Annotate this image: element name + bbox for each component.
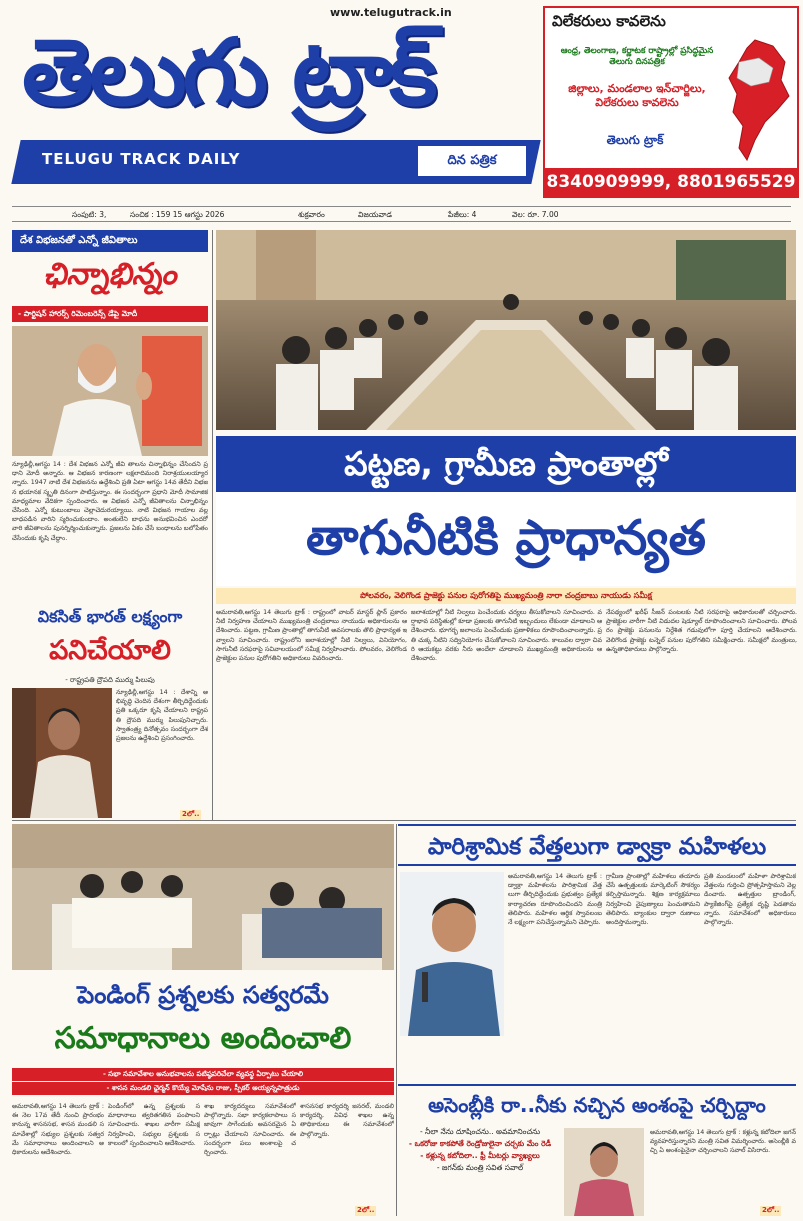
minister-savitha-photo: [564, 1128, 644, 1216]
assembly-challenge-body: అమరావతి,ఆగస్టు 14 తెలుగు ట్రాక్ : కళ్లున్న కబోదిలా జగన్ వ్యవహరిస్తున్నారని మంత్రి సవిత విమర్శించారు. అసెంబ్లీకి వచ్చి ఏ అంశంపైనైనా చర్చించాలని సవాల్ విసిరారు.: [650, 1129, 796, 1155]
ad-line2: ఆంధ్ర, తెలంగాణ, కర్ణాటక రాష్ట్రాల్లో ప్రసిద్ధమైన తెలుగు దినపత్రిక: [560, 46, 714, 67]
volume: సంపుటి: 3,: [72, 210, 107, 219]
assembly-meeting-photo: [12, 824, 394, 970]
dwcra-story-col3: ప్రతి మండలంలో మహిళా పారిశ్రామిక వేత్తలను గుర్తించి ప్రోత్సహిస్తామని వెల్లడించారు. ఉత్పత్తుల బ్రాండింగ్, ప్యాకేజింగ్‌పై ప్రత్యేక దృష్టి పెడతామన్నారు. సమావేశంలో అధికారులు పాల్గొన్నారు.: [704, 873, 796, 927]
assembly-challenge-headline[interactable]: అసెంబ్లీకి రా..నీకు నచ్చిన అంశంపై చర్చిద్దాం: [398, 1084, 796, 1122]
page-count: పేజీలు: 4: [448, 210, 477, 219]
bullet-item: - ఒకరోజు కాకపోతే రెండ్రోజులైనా చర్చకు మేం రెడీ: [408, 1139, 552, 1148]
bullet-item: - నీలా నేను దూషించను.. అవమానించను: [419, 1127, 541, 1136]
assembly-story-sub2: - శాసన మండలి ఛైర్మన్ కొయ్యే మోషేను రాజు, స్పీకర్ అయ్యన్నపాత్రుడు: [12, 1082, 394, 1095]
assembly-story-col4: శాసనసభ కార్యదర్శి జనరల్, మండలి కార్యదర్శి, వివిధ శాఖల ఉన్నతాధికారులు ఈ సమావేశంలో పాల్గొన్నారు.: [300, 1103, 394, 1138]
assembly-continued-marker[interactable]: 2లో..: [357, 1206, 375, 1214]
partition-story-tag: దేశ విభజనతో ఎన్నో జీవితాలు: [12, 230, 208, 252]
masthead-subtitle: దిన పత్రిక: [418, 146, 526, 176]
president-photo: [12, 688, 112, 818]
president-story-title1[interactable]: వికసిత్ భారత్ లక్ష్యంగా: [37, 607, 183, 626]
main-story-col3: నేపథ్యంలో ఖరీఫ్ సీజన్ పంటలకు నీటి సరఫరాపై అధికారులతో చర్చించారు. ప్రాజెక్టుల వారీగా నీటి విడుదల షెడ్యూల్ రూపొందించాలని సూచించారు. పోలవరం ప్రాజెక్టు పనులను నిర్దేశిత గడువులోగా పూర్తి చేయాలని ఆదేశించారు. వెలిగొండ ప్రాజెక్టు టన్నెల్ పనుల పురోగతిని సమీక్షించారు. సమీక్షలో మంత్రులు, ఉన్నతాధికారులు పాల్గొన్నారు.: [606, 609, 797, 653]
ad-brand: తెలుగు ట్రాక్: [606, 133, 664, 147]
issue: సంచిక : 159 15 ఆగస్టు 2026: [130, 210, 225, 219]
main-headline-line1[interactable]: పట్టణ, గ్రామీణ ప్రాంతాల్లో: [344, 444, 668, 483]
bullet-item: - కళ్లున్న కబోదిలా.. ఫ్రీ మీటర్లు వ్యాఖ్యలు: [420, 1151, 540, 1160]
cm-review-meeting-photo: [216, 230, 796, 430]
main-subhead: పోలవరం, వెలిగొండ ప్రాజెక్టు పనుల పురోగతిపై ముఖ్యమంత్రి నారా చంద్రబాబు నాయుడు సమీక్ష: [216, 588, 796, 604]
challenge-bullets: [400, 1126, 560, 1216]
city: విజయవాడ: [358, 210, 392, 219]
president-story-body: న్యూఢిల్లీ,ఆగస్టు 14 : దేశాన్ని అభివృద్ధి చెందిన దేశంగా తీర్చిదిద్దేందుకు ప్రతి ఒక్కరూ కృషి చేయాలని రాష్ట్రపతి ద్రౌపది ముర్ము పిలుపునిచ్చారు. స్వాతంత్ర్య దినోత్సవం సందర్భంగా దేశ ప్రజలను ఉద్దేశించి ప్రసంగించారు.: [116, 689, 208, 743]
column-divider: [396, 824, 397, 1216]
partition-story-subtitle: - పార్టిషన్ హారర్స్ రిమెంబరెన్స్ డేపై మోదీ: [12, 306, 208, 322]
assembly-story-col3: శాఖ కార్యదర్శులు సమావేశంలో పాల్గొన్నారు. సభా కార్యకలాపాలు సజావుగా సాగేందుకు అవసరమైన ఏర్పాట్లు చేయాలని సూచించారు. ఈ సందర్భంగా పలు అంశాలపై చర్చించారు.: [204, 1103, 296, 1157]
dwcra-story-col1: అమరావతి,ఆగస్టు 14 తెలుగు ట్రాక్ : డ్వాక్రా మహిళలను పారిశ్రామిక వేత్తలుగా తీర్చిదిద్దేందుకు ప్రభుత్వం ప్రత్యేక కార్యాచరణ రూపొందించిందని మంత్రి తెలిపారు. మహిళల ఆర్థిక స్వావలంబనే లక్ష్యంగా పనిచేస్తున్నామని చెప్పారు.: [508, 873, 602, 927]
weekday: శుక్రవారం: [298, 210, 325, 219]
section-divider: [12, 820, 796, 821]
modi-photo: [12, 326, 208, 456]
dwcra-story-col2: గ్రామీణ ప్రాంతాల్లో మహిళలు తయారు చేసే ఉత్పత్తులకు మార్కెటింగ్ సౌకర్యం కల్పిస్తామన్నారు. శిక్షణ కార్యక్రమాలు నిర్వహించి నైపుణ్యాలు పెంచుతామని తెలిపారు. బ్యాంకుల ద్వారా రుణాలు అందిస్తామన్నారు.: [606, 873, 700, 927]
continued-marker[interactable]: 2లో..: [182, 810, 200, 818]
assembly-story-sub1: - సభా సమావేశాల అనుభవాలను పటిష్ఠపరిచేలా వ్యవస్థ ఏర్పాటు చేయాలి: [12, 1068, 394, 1081]
president-story-subtitle: - రాష్ట్రపతి ద్రౌపది ముర్ము పిలుపు: [65, 676, 155, 684]
site-url[interactable]: www.telugutrack.in: [330, 6, 452, 19]
challenge-continued-marker[interactable]: 2లో..: [762, 1206, 780, 1214]
minister-speaking-photo: [400, 872, 504, 1036]
reporters-wanted-ad: [543, 6, 799, 198]
dwcra-story-headline[interactable]: పారిశ్రామిక వేత్తలుగా డ్వాక్రా మహిళలు: [398, 824, 796, 866]
date-strip: [12, 206, 791, 222]
state-map-icon: [725, 36, 793, 166]
ad-headline: విలేకరులు కావలెను: [552, 12, 666, 30]
main-story-col2: జలాశయాల్లో నీటి నిల్వలు పెంచేందుకు చర్యలు తీసుకోవాలని సూచించారు. వర్షాభావ పరిస్థితుల్లో కూడా ప్రజలకు తాగునీటి ఇబ్బందులు లేకుండా చూడాలని ఆదేశించారు. భూగర్భ జలాలను పెంచేందుకు ప్రణాళికలు రూపొందించాలన్నారు. ప్రతి చుక్క నీటిని సద్వినియోగం చేసుకోవాలని సూచించారు. కాలువల ద్వారా చివరి ఆయకట్టు వరకు నీరు అందేలా చూడాలని ముఖ్యమంత్రి అధికారులను ఆదేశించారు.: [411, 609, 602, 663]
main-headline-line2[interactable]: తాగునీటికి ప్రాధాన్యత: [306, 510, 706, 566]
ad-phone-number[interactable]: 8340909999, 8801965529: [545, 168, 797, 196]
assembly-story-col2: పెండింగ్‌లో ఉన్న ప్రశ్నలకు సమాధానాలు త్వరితగతిన పంపాలని సూచించారు. శాఖల వారీగా సమీక్ష నిర్వహించి, సభ్యుల ప్రశ్నలకు సకాలంలో స్పందించాలని ఆదేశించారు.: [108, 1103, 200, 1147]
main-story-col1: అమరావతి,ఆగస్టు 14 తెలుగు ట్రాక్ : రాష్ట్రంలో వాటర్ మాస్టర్ ప్లాన్ ప్రకారం నీటి నిర్వహణ చేయాలని ముఖ్యమంత్రి చంద్రబాబు నాయుడు అధికారులను ఆదేశించారు. పట్టణ, గ్రామీణ ప్రాంతాల్లో తాగునీటి అవసరాలకు తొలి ప్రాధాన్యత ఇవ్వాలని సూచించారు. రాష్ట్రంలోని జలాశయాల్లో నీటి నిల్వలు, వినియోగం, సాగునీటి సరఫరాపై సచివాలయంలో సమీక్ష నిర్వహించారు. పోలవరం, వెలిగొండ ప్రాజెక్టుల పనుల పురోగతిని అధికారులు వివరించారు.: [216, 609, 407, 663]
masthead-english: TELUGU TRACK DAILY: [42, 150, 241, 168]
price: వెల: రూ. 7.00: [512, 210, 559, 219]
partition-story-title[interactable]: ఛిన్నాభిన్నం: [43, 257, 177, 292]
column-divider: [212, 230, 213, 820]
assembly-story-col1: అమరావతి,ఆగస్టు 14 తెలుగు ట్రాక్ : ఈ నెల 17వ తేదీ నుంచి ప్రారంభం కానున్న శాసనసభ, శాసన మండలి సమావేశాల్లో సభ్యుల ప్రశ్నలకు సత్వరమే సమాధానాలు అందించాలని అధికారులను ఆదేశించారు.: [12, 1103, 104, 1157]
assembly-story-title1[interactable]: పెండింగ్ ప్రశ్నలకు సత్వరమే: [77, 981, 329, 1009]
masthead-title: తెలుగు ట్రాక్: [22, 19, 434, 126]
partition-story-body: న్యూఢిల్లీ,ఆగస్టు 14 : దేశ విభజన ఎన్నో జీవి తాలను చిన్నాభిన్నం చేసిందని ప్రధాని మోదీ అన్నారు. ఆ విభజన కారణంగా లక్షలాదిమంది నిరాశ్రయులయ్యారన్నారు. 1947 నాటి దేశ విభజనను ఉద్దేశించి ప్రతి ఏటా ఆగస్టు 14వ తేదీని విభజన భయానక స్మృతి దినంగా పాటిస్తున్నాం. ఈ సందర్భంగా ప్రధాని మోదీ సామాజిక మాధ్యమాల వేదికగా స్పందించారు. ఆ విభజన ఎన్నో జీవితాలను చిన్నాభిన్నం చేసింది. ఎన్నో కుటుంబాలు చెల్లాచెదురయ్యాయి. నాటి విభజన గాయాల వల్ల బాధపడిన వారిని స్మరించుకుందాం. అంతులేని బాధను అనుభవించిన ఎందరో వారి జీవితాలను పునర్నిర్మించుకున్నారు. ప్రజలను ఏకం చేసే బంధాలను బలోపేతం చేసేందుకు కృషి చేద్దాం.: [12, 461, 208, 542]
assembly-story-title2[interactable]: సమాధానాలు అందించాలి: [54, 1021, 352, 1056]
bullet-item: - జగన్‌కు మంత్రి సవిత సవాల్: [436, 1163, 524, 1172]
ad-line3: జిల్లాలు, మండలాల ఇన్‌చార్జిలు, విలేకరులు కావలెను: [568, 82, 706, 109]
president-story-title2[interactable]: పనిచేయాలి: [49, 635, 171, 666]
